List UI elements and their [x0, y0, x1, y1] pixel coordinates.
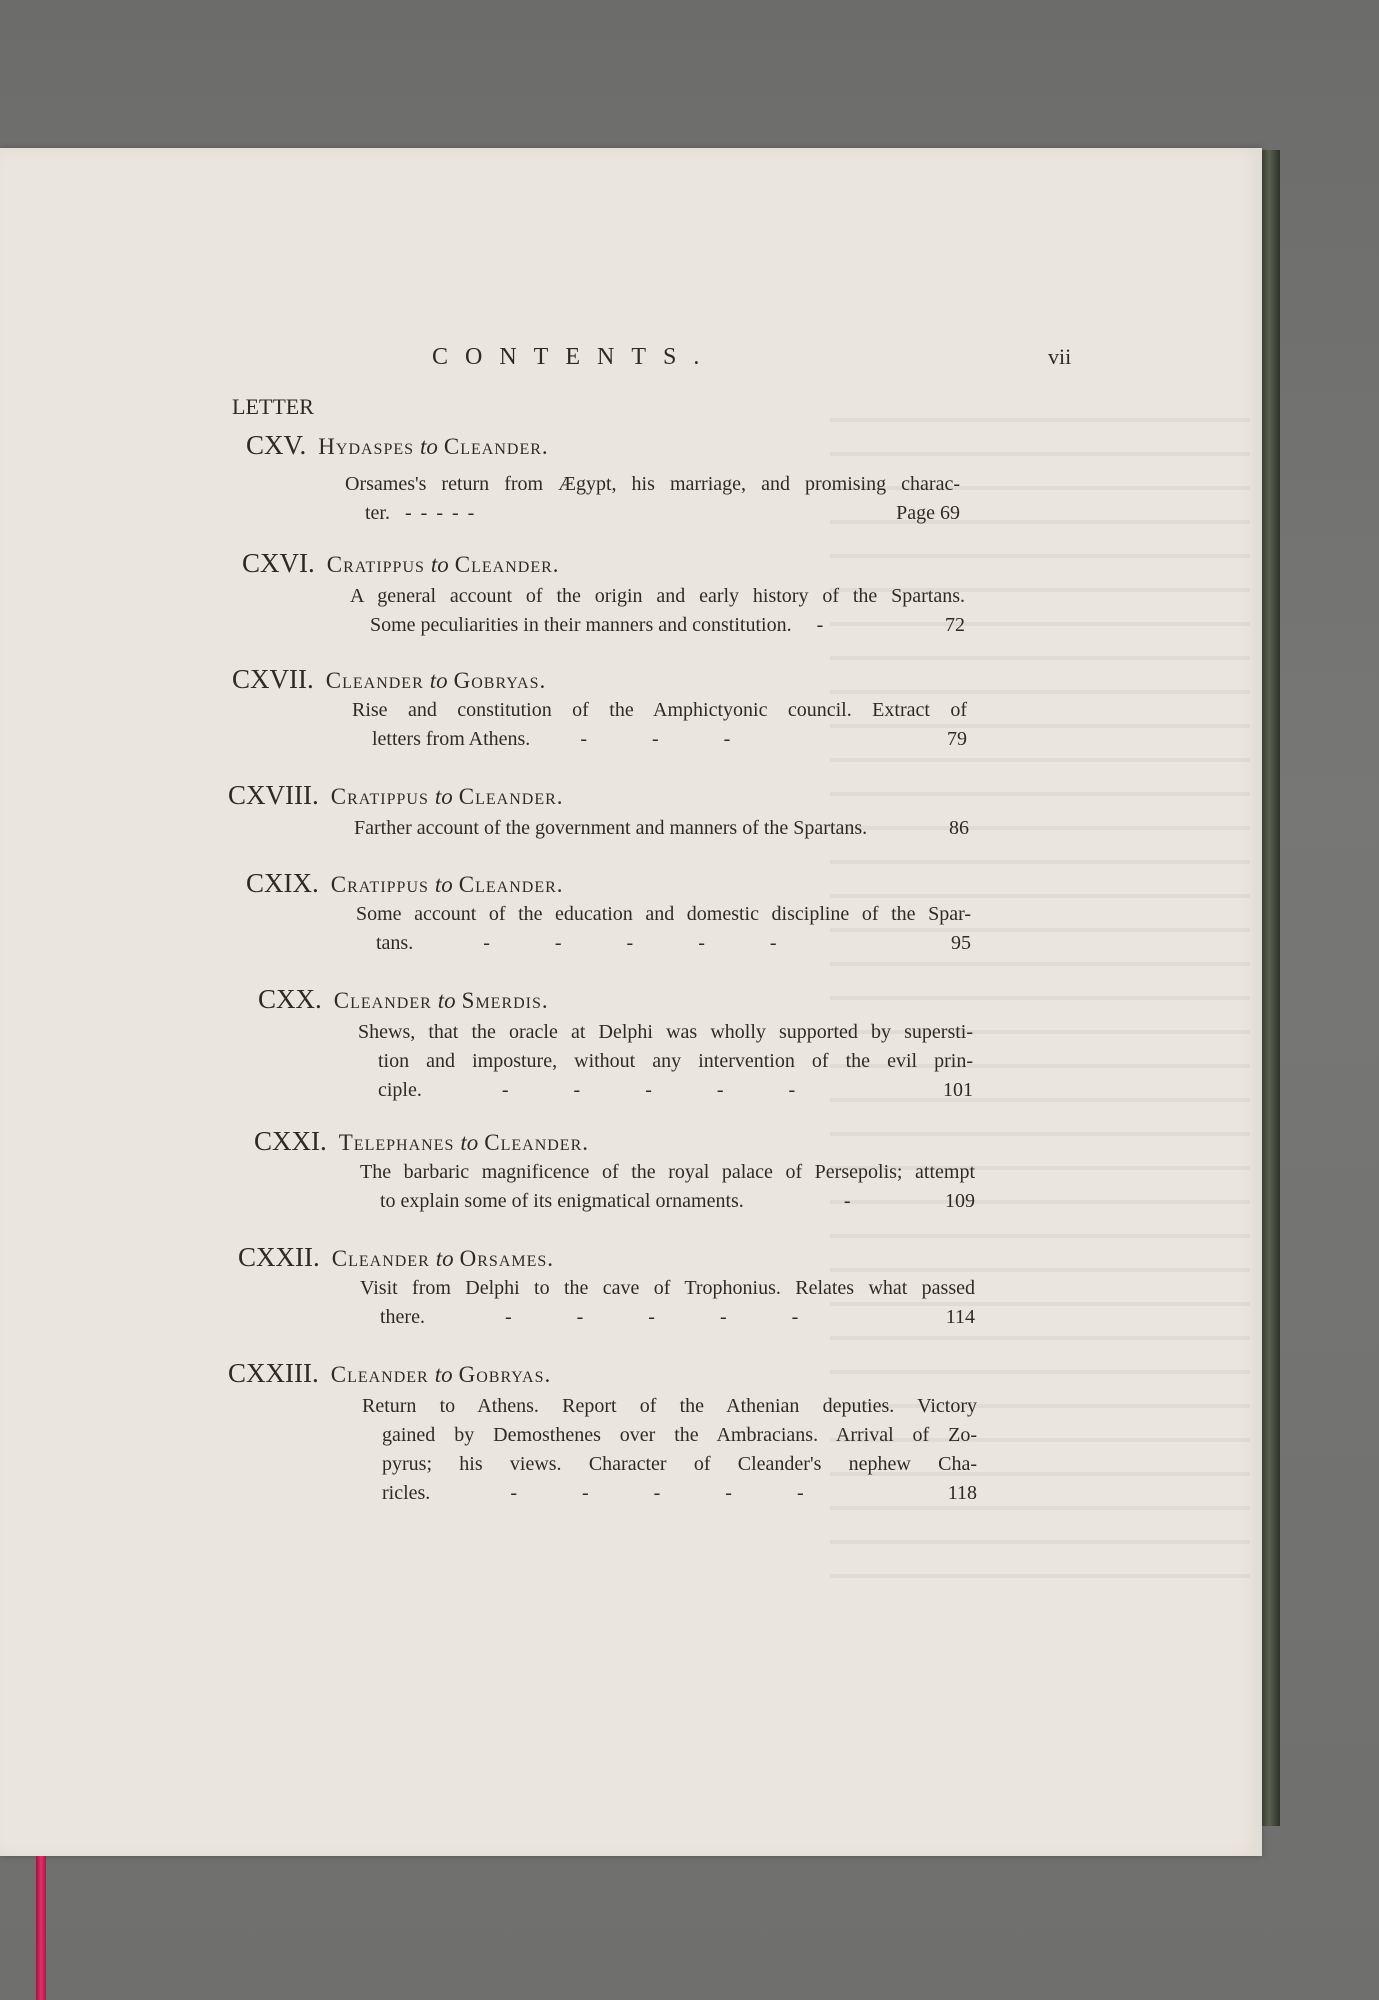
page-reference: 79 — [947, 728, 967, 750]
dash-leader: - - - - - — [405, 502, 477, 524]
entry-heading — [232, 664, 546, 695]
description-line: ciple. - - - - - 101 — [358, 1076, 973, 1105]
page-reference: 72 — [945, 614, 965, 636]
description-line: Rise and constitution of the Amphictyonic council. Extract of — [352, 699, 967, 721]
page-number: vii — [1048, 344, 1072, 369]
entry-description — [356, 900, 971, 958]
entry-heading — [228, 1358, 551, 1389]
letter-numeral: CXVII. — [232, 664, 314, 694]
sender: Cleander — [325, 668, 424, 693]
letter-numeral: CXVI. — [242, 548, 315, 578]
recipient: Cleander. — [454, 552, 560, 577]
to-word: to — [420, 434, 438, 459]
letter-numeral: CXV. — [246, 430, 307, 460]
page-reference: 95 — [951, 932, 971, 954]
description-line: Visit from Delphi to the cave of Trophonius. Relates what passed — [360, 1277, 975, 1299]
letter-numeral: CXIX. — [246, 868, 319, 898]
description-line: ter. - - - - - Page 69 — [345, 499, 960, 528]
sender: Cleander — [330, 1362, 429, 1387]
sender: Telephanes — [338, 1130, 455, 1155]
entry-heading — [254, 1126, 589, 1157]
entry-heading — [258, 984, 549, 1015]
description-line: letters from Athens. - - - 79 — [352, 725, 967, 754]
description-line: Farther account of the government and manners of the Spartans. 86 — [354, 814, 969, 843]
page-reference: 114 — [945, 1306, 975, 1328]
letter-numeral: CXXI. — [254, 1126, 327, 1156]
sender: Hydaspes — [318, 434, 415, 459]
page-reference: 118 — [947, 1482, 977, 1504]
recipient: Smerdis. — [461, 988, 549, 1013]
to-word: to — [434, 872, 453, 897]
page-reference: Page 69 — [896, 502, 960, 524]
entry-description — [352, 696, 967, 754]
to-word: to — [434, 784, 453, 809]
sender: Cratippus — [330, 784, 429, 809]
bookmark-ribbon — [36, 1856, 46, 2000]
letter-numeral: CXXIII. — [228, 1358, 319, 1388]
description-line: pyrus; his views. Character of Cleander's nephew Cha- — [382, 1453, 977, 1475]
to-word: to — [434, 1362, 453, 1387]
to-word: to — [430, 552, 449, 577]
entry-description — [354, 814, 969, 843]
entry-description — [360, 1274, 975, 1332]
recipient: Orsames. — [459, 1246, 555, 1271]
entry-description — [360, 1158, 975, 1216]
description-line: Some peculiarities in their manners and constitution. - 72 — [350, 611, 965, 640]
description-line: gained by Demosthenes over the Ambracians. Arrival of Zo- — [382, 1424, 977, 1446]
description-line: Orsames's return from Ægypt, his marriage, and promising charac- — [345, 473, 960, 495]
entry-heading — [246, 868, 564, 899]
description-line: to explain some of its enigmatical ornaments. - 109 — [360, 1187, 975, 1216]
sender: Cratippus — [326, 552, 425, 577]
book-cover-edge — [1262, 150, 1280, 1826]
running-title: CONTENTS. — [432, 344, 717, 370]
recipient: Cleander. — [484, 1130, 589, 1155]
sender: Cleander — [331, 1246, 430, 1271]
letter-numeral: CXVIII. — [228, 780, 319, 810]
recipient: Gobryas. — [453, 668, 547, 693]
entry-description — [345, 470, 960, 528]
entry-heading — [238, 1242, 554, 1273]
description-line: A general account of the origin and early history of the Spartans. — [350, 585, 965, 607]
sender: Cleander — [333, 988, 432, 1013]
description-line: Shews, that the oracle at Delphi was wholly supported by supersti- — [358, 1021, 973, 1043]
description-line: ricles. - - - - - 118 — [362, 1479, 977, 1508]
description-line: tion and imposture, without any intervention of the evil prin- — [378, 1050, 973, 1072]
entry-heading — [228, 780, 564, 811]
page-reference: 101 — [943, 1079, 973, 1101]
description-line: tans. - - - - - 95 — [356, 929, 971, 958]
letter-numeral: CXXII. — [238, 1242, 320, 1272]
to-word: to — [435, 1246, 454, 1271]
to-word: to — [437, 988, 456, 1013]
description-line: Return to Athens. Report of the Athenian deputies. Victory — [362, 1395, 977, 1417]
letter-numeral: CXX. — [258, 984, 322, 1014]
recipient: Cleander. — [458, 872, 564, 897]
page-reference: 109 — [945, 1190, 975, 1212]
to-word: to — [429, 668, 448, 693]
page-reference: 86 — [949, 817, 969, 839]
description-line: Some account of the education and domestic discipline of the Spar- — [356, 903, 971, 925]
recipient: Gobryas. — [458, 1362, 552, 1387]
letter-column-label: LETTER — [232, 394, 314, 419]
entry-description — [350, 582, 965, 640]
description-line: there. - - - - - 114 — [360, 1303, 975, 1332]
to-word: to — [460, 1130, 479, 1155]
recipient: Cleander. — [458, 784, 564, 809]
entry-description — [362, 1392, 977, 1508]
description-line: The barbaric magnificence of the royal palace of Persepolis; attempt — [360, 1161, 975, 1183]
page-header — [0, 344, 1262, 384]
book-page — [0, 148, 1262, 1856]
recipient: Cleander. — [443, 434, 549, 459]
entry-description — [358, 1018, 973, 1105]
entry-heading — [242, 548, 560, 579]
entry-heading — [246, 430, 549, 461]
sender: Cratippus — [330, 872, 429, 897]
